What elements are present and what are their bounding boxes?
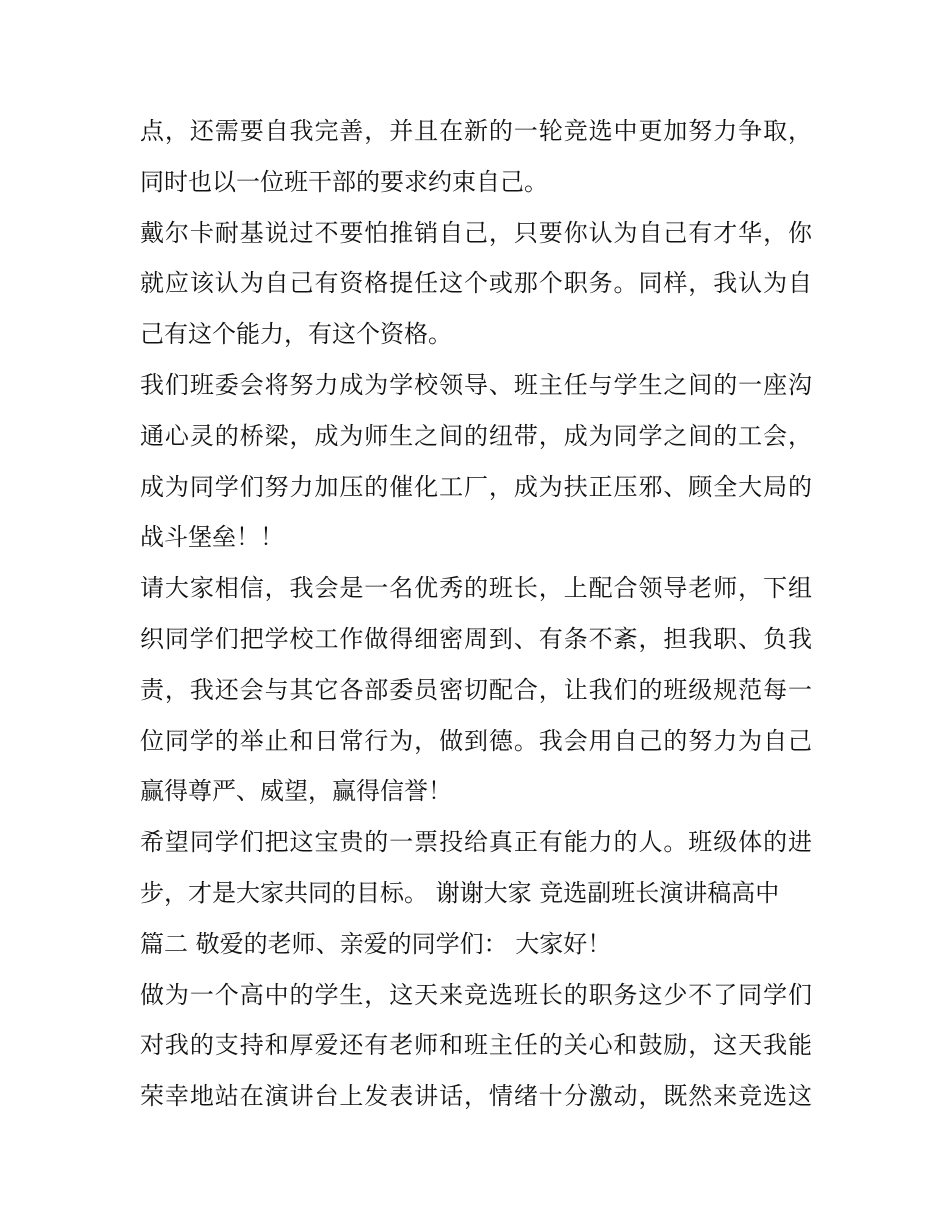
text-line: 我们班委会将努力成为学校领导、班主任与学生之间的一座沟	[140, 370, 812, 399]
text-line: 步，才是大家共同的目标。 谢谢大家 竞选副班长演讲稿高中	[140, 878, 780, 907]
text-line: 希望同学们把这宝贵的一票投给真正有能力的人。班级体的进	[140, 828, 812, 857]
text-line: 就应该认为自己有资格提任这个或那个职务。同样，我认为自	[140, 269, 812, 298]
text-line: 戴尔卡耐基说过不要怕推销自己，只要你认为自己有才华，你	[140, 218, 812, 247]
text-line: 做为一个高中的学生，这天来竞选班长的职务这少不了同学们	[140, 980, 812, 1009]
text-line: 点，还需要自我完善，并且在新的一轮竞选中更加努力争取，	[140, 117, 812, 145]
text-line: 战斗堡垒！！	[140, 523, 284, 552]
text-line: 责，我还会与其它各部委员密切配合，让我们的班级规范每一	[140, 675, 812, 704]
text-line: 对我的支持和厚爱还有老师和班主任的关心和鼓励，这天我能	[140, 1031, 812, 1060]
text-line: 通心灵的桥梁，成为师生之间的纽带，成为同学之间的工会，	[140, 421, 812, 450]
text-line: 篇二 敬爱的老师、亲爱的同学们： 大家好！	[140, 929, 612, 958]
text-line: 赢得尊严、威望，赢得信誉！	[140, 777, 452, 806]
document-body	[140, 106, 812, 1122]
text-line: 同时也以一位班干部的要求约束自己。	[140, 167, 548, 196]
text-line: 织同学们把学校工作做得细密周到、有条不紊，担我职、负我	[140, 624, 812, 653]
text-line: 成为同学们努力加压的催化工厂，成为扶正压邪、顾全大局的	[140, 472, 812, 501]
text-line: 己有这个能力，有这个资格。	[140, 320, 452, 349]
text-line: 荣幸地站在演讲台上发表讲话，情绪十分激动，既然来竞选这	[140, 1082, 812, 1111]
text-line: 位同学的举止和日常行为，做到德。我会用自己的努力为自己	[140, 726, 812, 755]
text-line: 请大家相信，我会是一名优秀的班长，上配合领导老师，下组	[140, 574, 812, 603]
